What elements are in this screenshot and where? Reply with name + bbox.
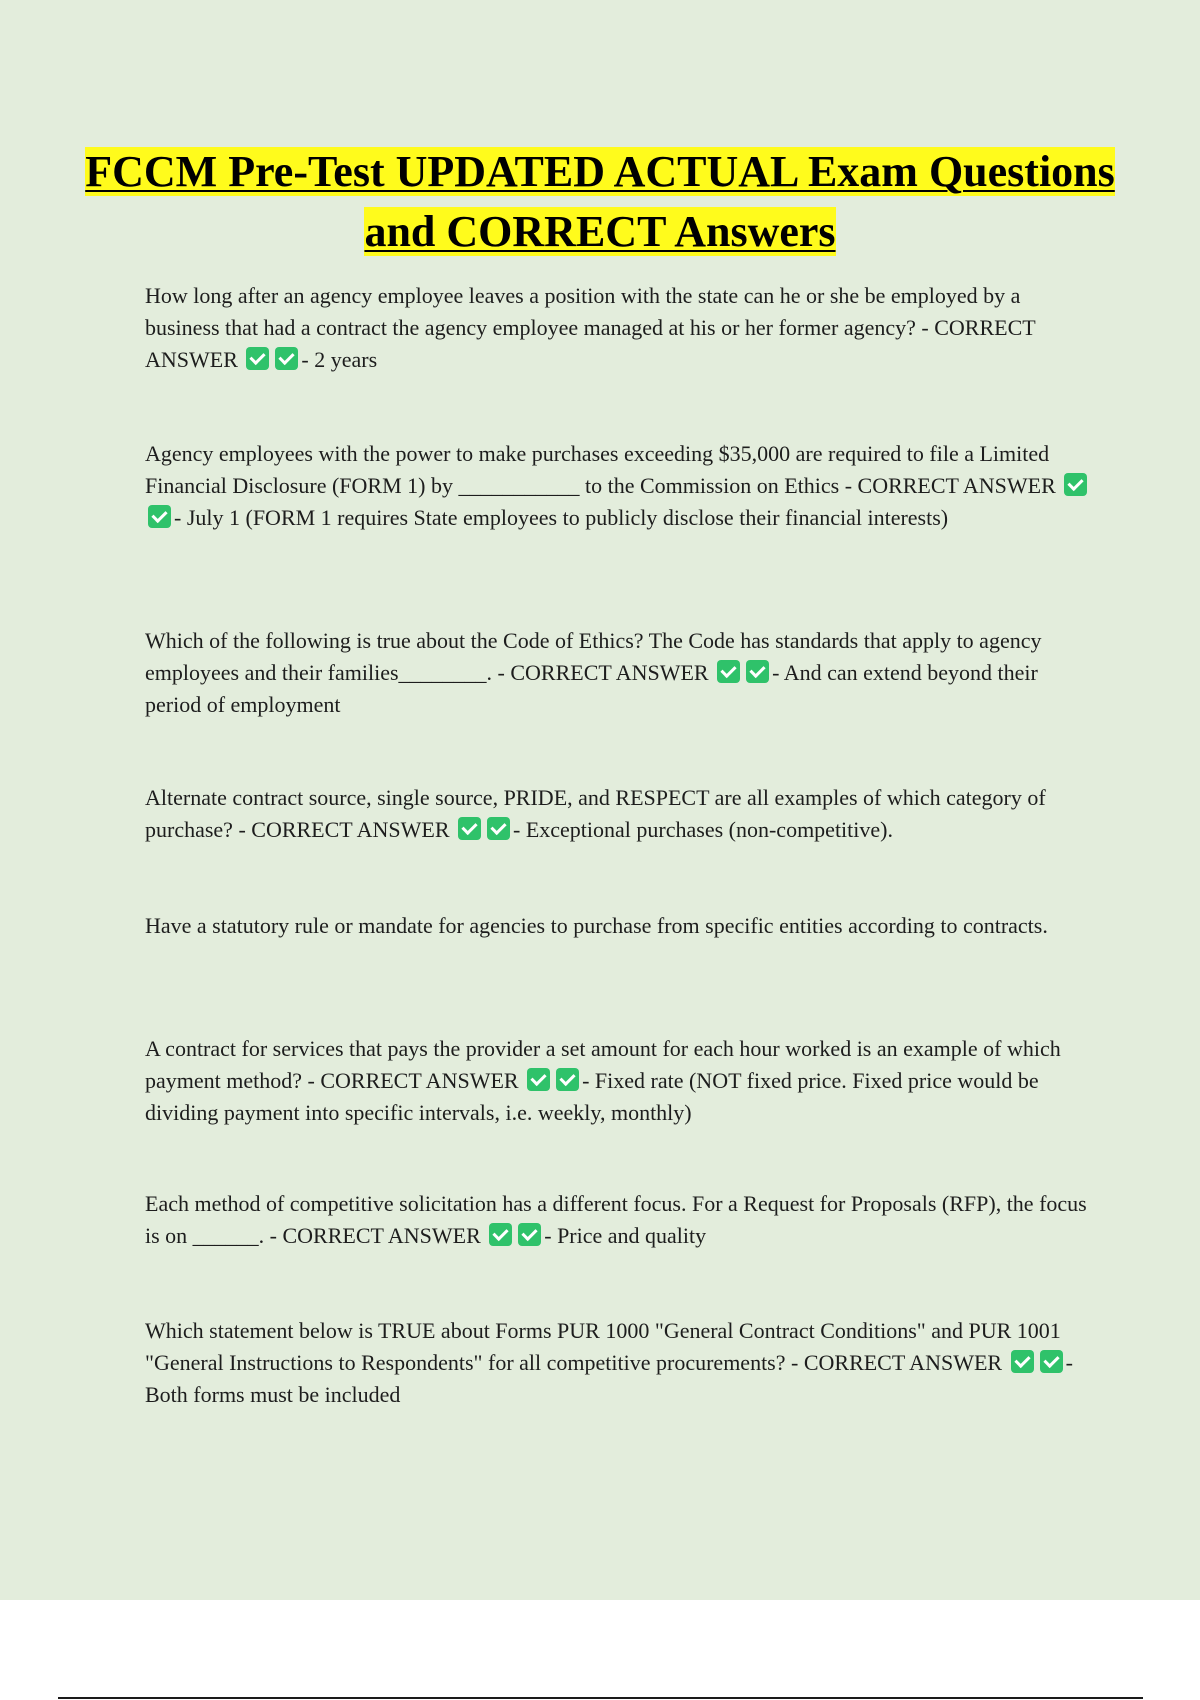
question-text: Agency employees with the power to make purchases exceeding $35,000 are required to file a Limited Financial Disclosure (FORM 1) by ___________ to the Commission on Ethics - CORRECT ANSWER: [145, 441, 1056, 498]
question-text: Have a statutory rule or mandate for agencies to purchase from specific entities according to contracts.: [145, 913, 1048, 938]
qa-item-1: [145, 280, 1095, 376]
qa-item-3: [145, 625, 1095, 721]
qa-item-4: [145, 782, 1095, 846]
check-box-icon: [746, 660, 769, 683]
answer-text: - July 1 (FORM 1 requires State employees to publicly disclose their financial interests): [174, 505, 949, 530]
answer-text: - Exceptional purchases (non-competitive).: [513, 817, 893, 842]
check-box-icon: [1064, 473, 1087, 496]
answer-text: - 2 years: [301, 347, 378, 372]
question-text: Alternate contract source, single source, PRIDE, and RESPECT are all examples of which category of purchase? - CORRECT ANSWER: [145, 785, 1046, 842]
title-block: [60, 142, 1140, 262]
question-text: A contract for services that pays the provider a set amount for each hour worked is an example of which payment method? - CORRECT ANSWER: [145, 1036, 1061, 1093]
answer-text: - Fixed rate (NOT fixed price. Fixed price would be dividing payment into specific intervals, i.e. weekly, monthly): [145, 1068, 1039, 1125]
check-box-icon: [556, 1068, 579, 1091]
answer-text: - Price and quality: [544, 1223, 707, 1248]
question-text: Which of the following is true about the Code of Ethics? The Code has standards that apply to agency employees and their families________. - CORRECT ANSWER: [145, 628, 1042, 685]
check-box-icon: [518, 1223, 541, 1246]
check-box-icon: [246, 347, 269, 370]
question-text: Each method of competitive solicitation has a different focus. For a Request for Proposals (RFP), the focus is on ______. - CORRECT ANSWER: [145, 1191, 1087, 1248]
qa-item-2: [145, 438, 1095, 534]
footer-rule: [58, 1697, 1143, 1699]
check-box-icon: [527, 1068, 550, 1091]
check-box-icon: [1011, 1350, 1034, 1373]
document-title: FCCM Pre-Test UPDATED ACTUAL Exam Questions and CORRECT Answers: [85, 147, 1115, 256]
qa-item-6: [145, 1033, 1095, 1129]
check-box-icon: [717, 660, 740, 683]
check-box-icon: [148, 505, 171, 528]
check-box-icon: [487, 817, 510, 840]
check-box-icon: [275, 347, 298, 370]
check-box-icon: [489, 1223, 512, 1246]
question-text: How long after an agency employee leaves a position with the state can he or she be employed by a business that had a contract the agency employee managed at his or her former agency? - CORRECT ANSWER: [145, 283, 1036, 372]
answer-text: - Both forms must be included: [145, 1350, 1073, 1407]
check-box-icon: [1040, 1350, 1063, 1373]
question-text: Which statement below is TRUE about Forms PUR 1000 "General Contract Conditions" and PUR 1001 "General Instructions to Respondents" for all competitive procurements? - CORRECT ANSWER: [145, 1318, 1061, 1375]
answer-text: - And can extend beyond their period of employment: [145, 660, 1038, 717]
qa-item-5: [145, 910, 1095, 942]
qa-item-8: [145, 1315, 1095, 1411]
qa-item-7: [145, 1188, 1095, 1252]
check-box-icon: [458, 817, 481, 840]
